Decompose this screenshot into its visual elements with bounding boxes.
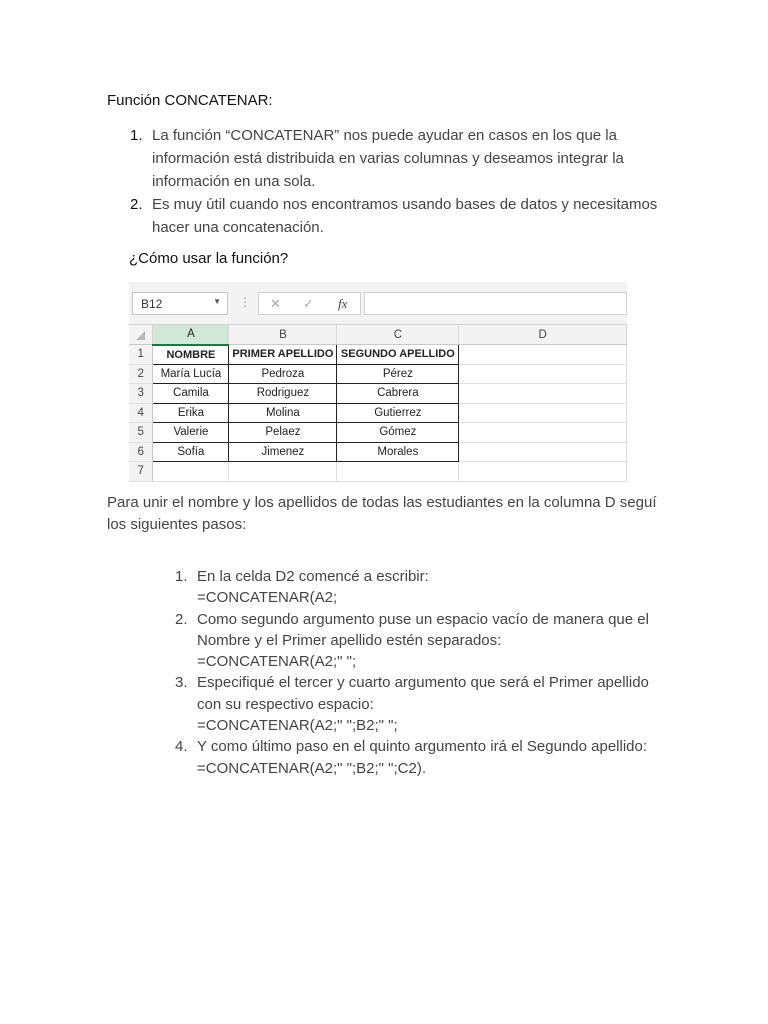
cell-b4[interactable]: Molina xyxy=(229,403,337,423)
step-formula: =CONCATENAR(A2;" ";B2;" ";C2). xyxy=(197,759,426,777)
step-number: 4. xyxy=(175,738,188,756)
cancel-icon[interactable]: ✕ xyxy=(270,296,281,311)
cell-a2[interactable]: María Lucía xyxy=(153,364,229,384)
cell-d6[interactable] xyxy=(459,442,627,462)
cell-a7[interactable] xyxy=(153,462,229,482)
cell-b1[interactable]: PRIMER APELLIDO xyxy=(229,345,337,365)
steps-intro-paragraph: Para unir el nombre y los apellidos de todas las estudiantes en la columna D seguí los siguientes pasos: xyxy=(107,494,657,533)
cell-c5[interactable]: Gómez xyxy=(337,423,459,443)
cell-b6[interactable]: Jimenez xyxy=(229,442,337,462)
step-item xyxy=(175,609,665,673)
table-row xyxy=(129,364,627,384)
step-text: Especifiqué el tercer y cuarto argumento que será el Primer apellido con su respectivo espacio: xyxy=(197,674,649,713)
list-item-text: La función “CONCATENAR” nos puede ayudar en casos en los que la información está distribuida en varias columnas y deseamos integrar la información en una sola. xyxy=(152,127,624,190)
fx-icon[interactable]: fx xyxy=(338,296,348,311)
formula-bar xyxy=(129,282,627,325)
name-box-value: B12 xyxy=(141,297,163,311)
list-item-text: Es muy útil cuando nos encontramos usando bases de datos y necesitamos hacer una concatenación. xyxy=(152,196,658,236)
cell-a6[interactable]: Sofía xyxy=(153,442,229,462)
list-item-number: 1. xyxy=(130,127,143,144)
column-header-c[interactable]: C xyxy=(337,325,459,345)
section-heading: Función CONCATENAR: xyxy=(107,92,273,109)
step-formula: =CONCATENAR(A2;" ";B2;" "; xyxy=(197,717,398,735)
step-text: Como segundo argumento puse un espacio vacío de manera que el Nombre y el Primer apellido estén separados: xyxy=(197,610,649,649)
cell-d5[interactable] xyxy=(459,423,627,443)
column-header-b[interactable]: B xyxy=(229,325,337,345)
intro-list xyxy=(130,124,670,239)
select-all-icon xyxy=(136,331,145,340)
more-options-icon: ⋮ xyxy=(239,295,251,309)
cell-d2[interactable] xyxy=(459,364,627,384)
formula-buttons xyxy=(258,292,361,315)
cell-d7[interactable] xyxy=(459,462,627,482)
list-item xyxy=(130,193,670,239)
list-item xyxy=(130,124,670,193)
row-header[interactable]: 1 xyxy=(129,345,153,365)
list-item-number: 2. xyxy=(130,196,143,213)
row-header[interactable]: 4 xyxy=(129,403,153,423)
check-icon[interactable]: ✓ xyxy=(303,296,314,311)
cell-a3[interactable]: Camila xyxy=(153,384,229,404)
step-number: 1. xyxy=(175,568,188,585)
cell-c7[interactable] xyxy=(337,462,459,482)
cell-c1[interactable]: SEGUNDO APELLIDO xyxy=(337,345,459,365)
table-row xyxy=(129,345,627,365)
step-number: 3. xyxy=(175,674,188,692)
spreadsheet-screenshot xyxy=(129,282,627,484)
step-item xyxy=(175,672,665,736)
cell-c3[interactable]: Cabrera xyxy=(337,384,459,404)
row-header[interactable]: 3 xyxy=(129,384,153,404)
cell-b2[interactable]: Pedroza xyxy=(229,364,337,384)
table-row xyxy=(129,384,627,404)
table-row xyxy=(129,462,627,482)
step-text: En la celda D2 comencé a escribir: xyxy=(197,568,429,585)
step-formula: =CONCATENAR(A2; xyxy=(197,589,338,607)
sheet-grid xyxy=(129,325,627,482)
name-box[interactable] xyxy=(132,292,228,315)
cell-d1[interactable] xyxy=(459,345,627,365)
cell-d3[interactable] xyxy=(459,384,627,404)
steps-list xyxy=(175,566,665,779)
cell-c4[interactable]: Gutierrez xyxy=(337,403,459,423)
row-header[interactable]: 2 xyxy=(129,364,153,384)
step-number: 2. xyxy=(175,610,188,628)
step-item xyxy=(175,736,665,779)
question-text: ¿Cómo usar la función? xyxy=(129,250,289,267)
formula-input[interactable] xyxy=(364,292,627,315)
row-header[interactable]: 5 xyxy=(129,423,153,443)
column-header-row xyxy=(129,325,627,345)
cell-c6[interactable]: Morales xyxy=(337,442,459,462)
step-item xyxy=(175,566,665,609)
cell-b7[interactable] xyxy=(229,462,337,482)
cell-b3[interactable]: Rodriguez xyxy=(229,384,337,404)
step-formula: =CONCATENAR(A2;" "; xyxy=(197,653,357,671)
cell-a1[interactable]: NOMBRE xyxy=(153,345,229,365)
table-row xyxy=(129,423,627,443)
cell-b5[interactable]: Pelaez xyxy=(229,423,337,443)
column-header-d[interactable]: D xyxy=(459,325,627,345)
cell-a4[interactable]: Erika xyxy=(153,403,229,423)
row-header[interactable]: 7 xyxy=(129,462,153,482)
chevron-down-icon[interactable]: ▼ xyxy=(213,297,221,306)
table-row xyxy=(129,442,627,462)
cell-d4[interactable] xyxy=(459,403,627,423)
row-header[interactable]: 6 xyxy=(129,442,153,462)
column-header-a[interactable]: A xyxy=(153,325,229,345)
table-row xyxy=(129,403,627,423)
cell-c2[interactable]: Pérez xyxy=(337,364,459,384)
step-text: Y como último paso en el quinto argumento irá el Segundo apellido: xyxy=(197,738,648,756)
select-all-corner[interactable] xyxy=(129,325,153,345)
cell-a5[interactable]: Valerie xyxy=(153,423,229,443)
